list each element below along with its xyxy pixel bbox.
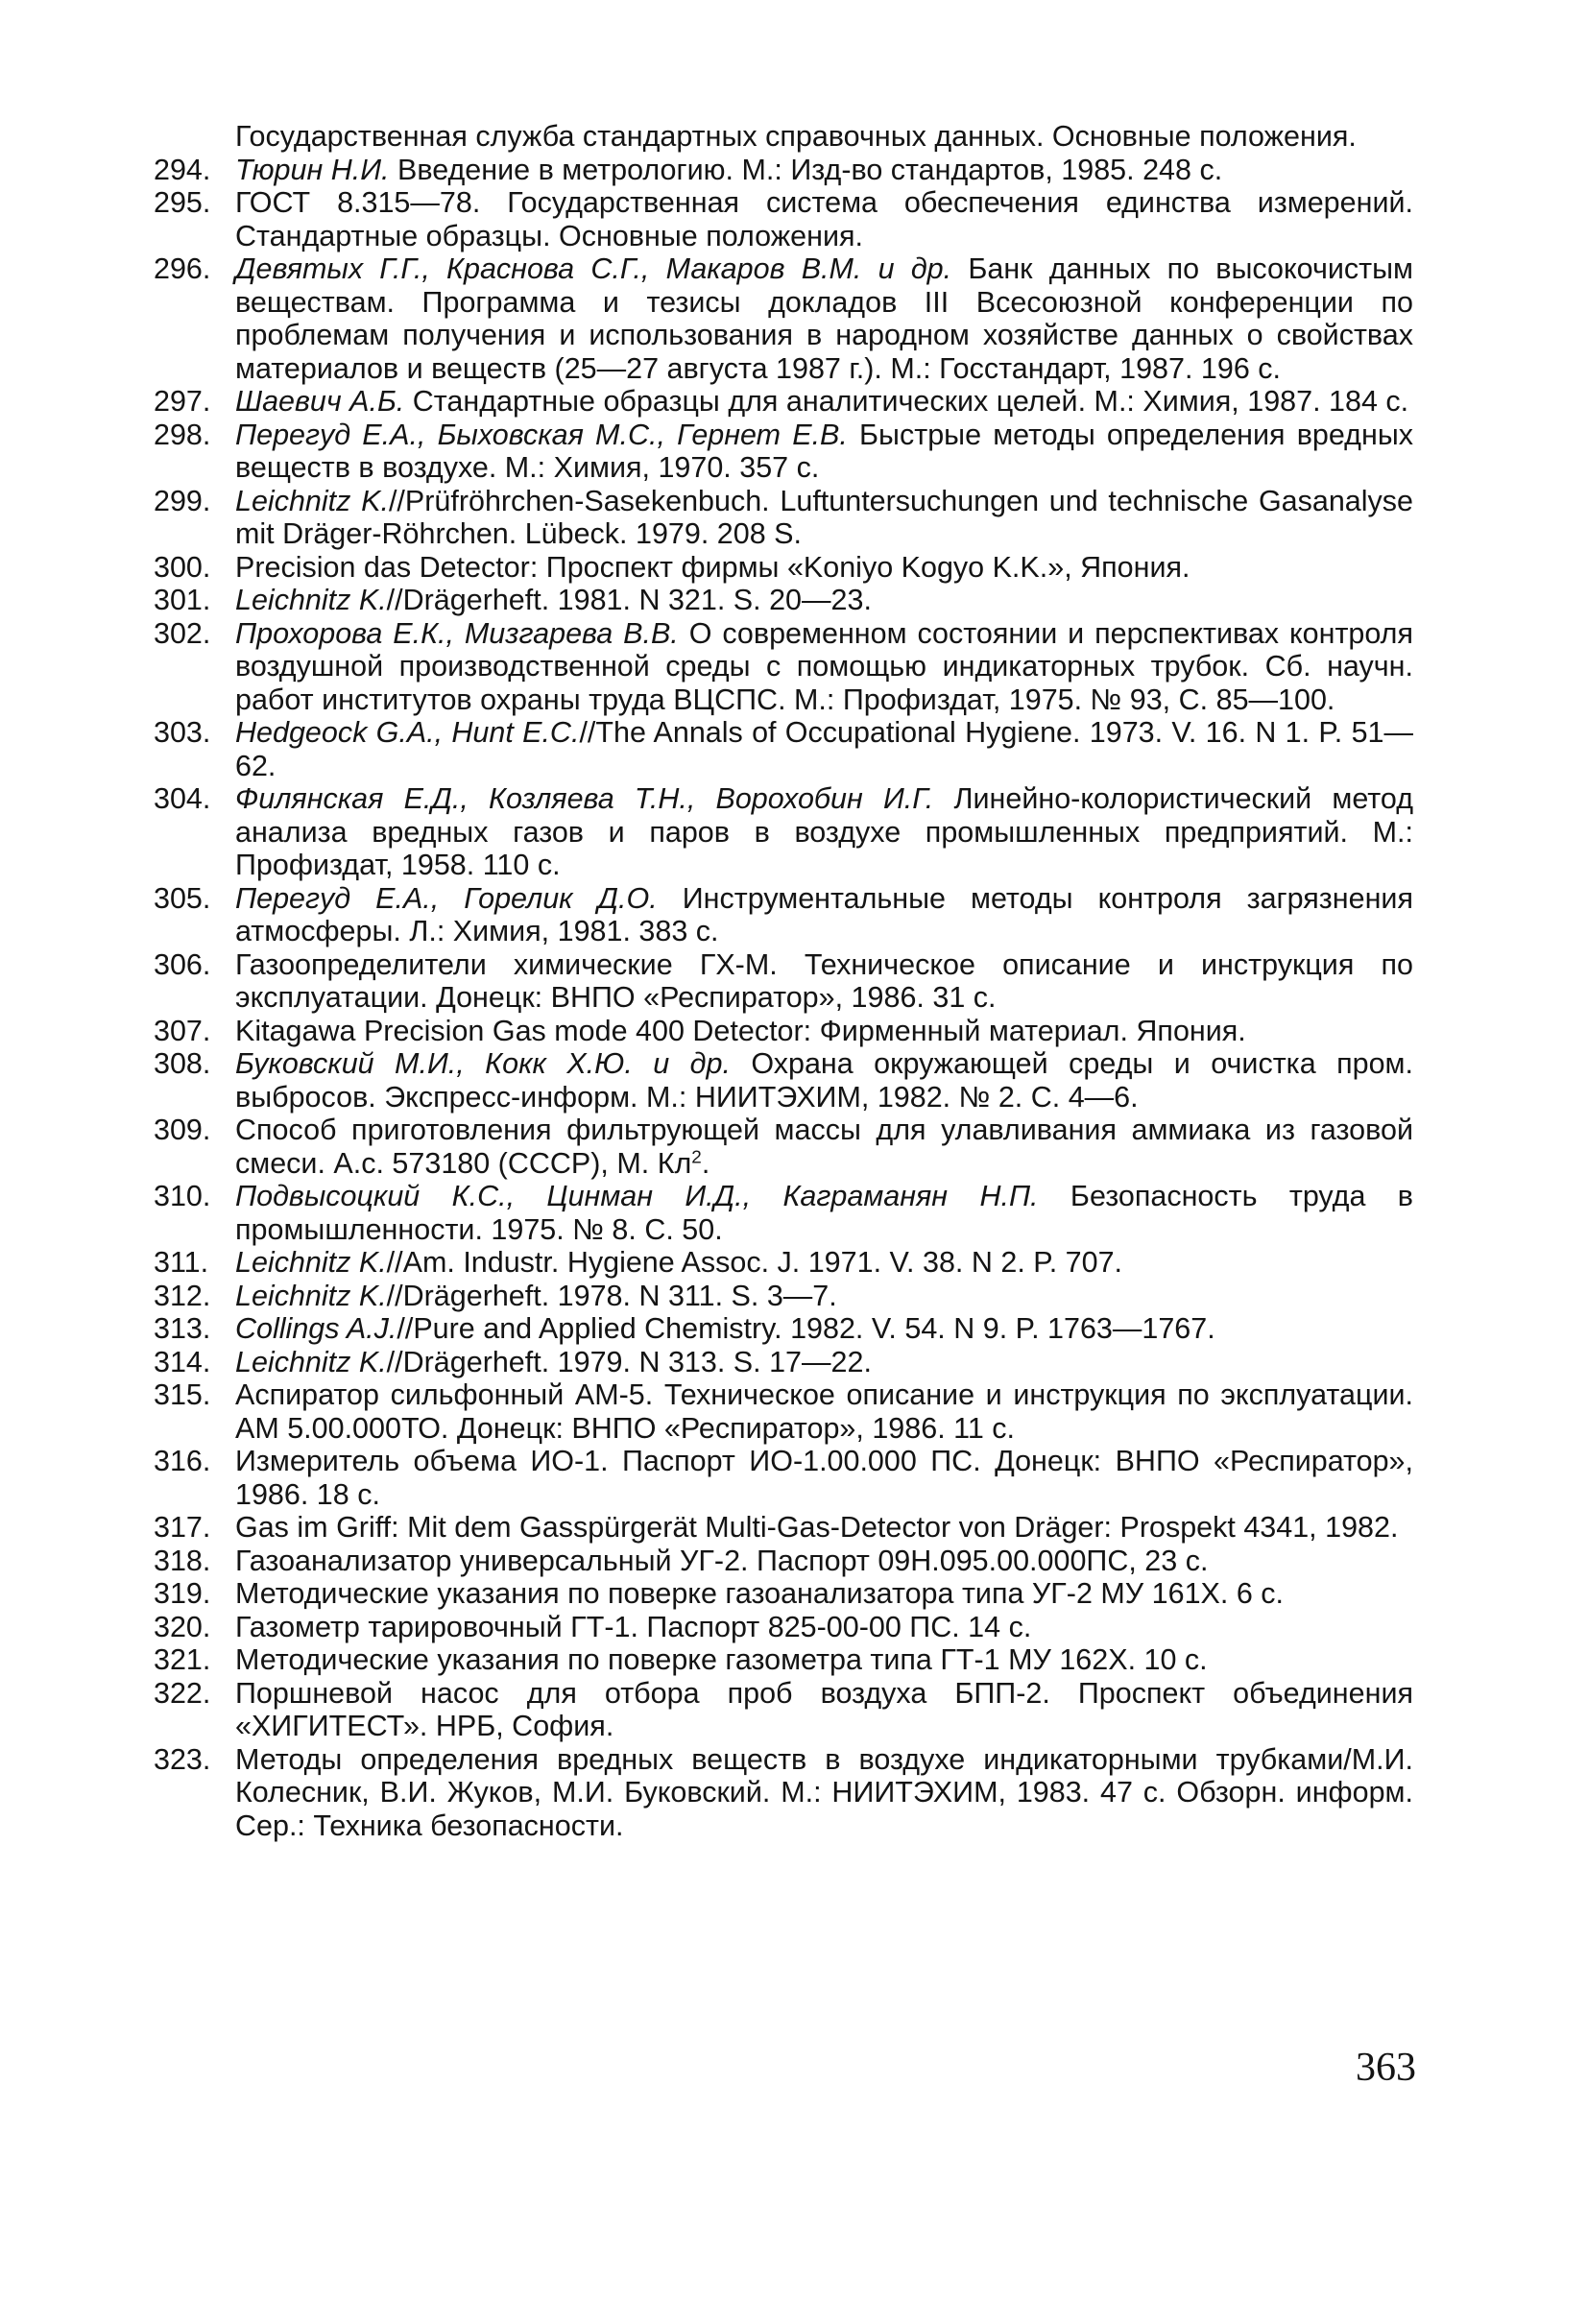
- reference-text: Стандартные образцы для аналитических целей. М.: Химия, 1987. 184 с.: [412, 385, 1409, 418]
- reference-text: Методические указания по поверке газоанализатора типа УГ-2 МУ 161Х. 6 с.: [235, 1577, 1284, 1610]
- reference-number: 316.: [154, 1445, 211, 1477]
- reference-authors: Филянская Е.Д., Козляева Т.Н., Ворохобин И.Г.: [235, 782, 934, 815]
- reference-text: Инструментальные методы контроля загрязнения атмосферы. Л.: Химия, 1981. 383 с.: [235, 881, 1413, 947]
- reference-text: Быстрые методы определения вредных веществ в воздухе. М.: Химия, 1970. 357 с.: [235, 418, 1413, 484]
- reference-entry: [154, 551, 1413, 585]
- reference-number: 318.: [154, 1544, 211, 1577]
- reference-entry: [154, 1280, 1413, 1313]
- reference-text: Газометр тарировочный ГТ-1. Паспорт 825-00-00 ПС. 14 с.: [235, 1610, 1032, 1643]
- page-number: 363: [1356, 2046, 1416, 2090]
- reference-entry: [154, 617, 1413, 717]
- reference-text: Способ приготовления фильтрующей массы для улавливания аммиака из газовой смеси. А.с. 573180 (СССР), М. Кл: [235, 1114, 1413, 1180]
- reference-entry: [154, 1445, 1413, 1511]
- reference-entry: [154, 1378, 1413, 1445]
- reference-entry: [154, 385, 1413, 419]
- reference-entry: [154, 154, 1413, 187]
- reference-text: //Prüfröhrchen-Sasekenbuch. Luftuntersuchungen und technische Gasanalyse mit Dräger-Röhrchen. Lübeck. 1979. 208 S.: [235, 484, 1414, 550]
- reference-text: //Am. Industr. Hygiene Assoc. J. 1971. V. 38. N 2. P. 707.: [386, 1246, 1123, 1279]
- reference-entry: [154, 1577, 1413, 1611]
- reference-number: 305.: [154, 881, 211, 915]
- reference-text: Линейно-колористический метод анализа вредных газов и паров в воздухе промышленных предприятий. М.: Профиздат, 1958. 110 с.: [235, 782, 1414, 881]
- reference-number: 294.: [154, 153, 211, 186]
- reference-text: //Pure and Applied Chemistry. 1982. V. 54. N 9. P. 1763—1767.: [397, 1312, 1215, 1345]
- reference-entry: [154, 1511, 1413, 1545]
- reference-text: О современном состоянии и перспективах контроля воздушной производственной среды с помощью индикаторных трубок. Сб. научн. работ институтов охраны труда ВЦСПС. М.: Профиздат, 1975. № 93, С. 85—100.: [235, 616, 1413, 716]
- reference-number: 312.: [154, 1279, 211, 1312]
- reference-number: 301.: [154, 584, 211, 616]
- reference-entries: [154, 154, 1413, 1843]
- reference-entry: [154, 1545, 1413, 1578]
- reference-number: 314.: [154, 1345, 211, 1378]
- reference-number: 315.: [154, 1378, 211, 1411]
- reference-text: Gas im Griff: Mit dem Gasspürgerät Multi-Gas-Detector von Dräger: Prospekt 4341, 1982.: [235, 1511, 1399, 1544]
- reference-text: Банк данных по высокочистым веществам. Программа и тезисы докладов III Всесоюзной конференции по проблемам получения и использования в народном хозяйстве данных о свойствах материалов и веществ (25—27 августа 1987 г.). М.: Госстандарт, 1987. 196 с.: [235, 252, 1413, 385]
- reference-entry: [154, 948, 1413, 1015]
- continued-reference-text: Государственная служба стандартных справочных данных. Основные положения.: [235, 120, 1357, 153]
- reference-number: 303.: [154, 716, 211, 749]
- reference-number: 317.: [154, 1511, 211, 1544]
- reference-text: Аспиратор сильфонный АМ-5. Техническое описание и инструкция по эксплуатации. АМ 5.00.000ТО. Донецк: ВНПО «Респиратор», 1986. 11 с.: [235, 1378, 1413, 1445]
- reference-text: Kitagawa Precision Gas mode 400 Detector: Фирменный материал. Япония.: [235, 1014, 1246, 1047]
- reference-number: 323.: [154, 1742, 211, 1776]
- reference-number: 313.: [154, 1312, 211, 1345]
- reference-authors: Leichnitz K.: [235, 1345, 387, 1378]
- reference-text: Введение в метрологию. М.: Изд-во стандартов, 1985. 248 с.: [397, 153, 1223, 186]
- reference-number: 302.: [154, 616, 211, 650]
- reference-authors: Перегуд Е.А., Быховская М.С., Гернет Е.В.: [235, 418, 848, 451]
- reference-authors: Тюрин Н.И.: [235, 153, 390, 186]
- reference-text: Методические указания по поверке газометра типа ГТ-1 МУ 162Х. 10 с.: [235, 1643, 1208, 1676]
- reference-entry: [154, 882, 1413, 948]
- reference-entry: [154, 716, 1413, 782]
- reference-authors: Hedgeock G.A., Hunt E.C.: [235, 716, 580, 749]
- reference-number: 295.: [154, 186, 211, 219]
- reference-number: 306.: [154, 947, 211, 981]
- reference-authors: Девятых Г.Г., Краснова С.Г., Макаров В.М. и др.: [235, 252, 952, 285]
- reference-number: 307.: [154, 1014, 211, 1047]
- reference-entry: [154, 186, 1413, 252]
- reference-number: 319.: [154, 1577, 211, 1610]
- superscript: 2: [691, 1147, 702, 1168]
- reference-entry: [154, 584, 1413, 617]
- reference-text: Безопасность труда в промышленности. 1975. № 8. С. 50.: [235, 1180, 1414, 1246]
- reference-number: 322.: [154, 1676, 211, 1710]
- reference-number: 304.: [154, 782, 211, 815]
- reference-text: //Drägerheft. 1978. N 311. S. 3—7.: [386, 1279, 837, 1312]
- reference-authors: Collings A.J.: [235, 1312, 397, 1345]
- reference-authors: Leichnitz K.: [235, 1246, 387, 1279]
- reference-entry: [154, 419, 1413, 485]
- reference-authors: Подвысоцкий К.С., Цинман И.Д., Каграманян Н.П.: [235, 1180, 1039, 1212]
- reference-entry: [154, 1047, 1413, 1114]
- reference-entry: [154, 1180, 1413, 1246]
- reference-entry: [154, 1114, 1413, 1180]
- reference-number: 296.: [154, 252, 211, 285]
- reference-number: 309.: [154, 1114, 211, 1146]
- reference-authors: Перегуд Е.А., Горелик Д.О.: [235, 881, 658, 915]
- reference-entry: [154, 1611, 1413, 1644]
- reference-number: 300.: [154, 550, 211, 584]
- reference-authors: Прохорова Е.К., Мизгарева В.В.: [235, 616, 679, 650]
- reference-entry: [154, 485, 1413, 551]
- reference-number: 321.: [154, 1643, 211, 1676]
- reference-text: //Drägerheft. 1981. N 321. S. 20—23.: [386, 584, 872, 616]
- reference-text: Газоопределители химические ГХ-М. Техническое описание и инструкция по эксплуатации. Донецк: ВНПО «Респиратор», 1986. 31 с.: [235, 947, 1413, 1014]
- reference-authors: Leichnitz K.: [235, 584, 387, 616]
- reference-tail: .: [701, 1146, 710, 1180]
- reference-number: 320.: [154, 1610, 211, 1643]
- reference-entry: [154, 782, 1413, 882]
- reference-text: //The Annals of Occupational Hygiene. 1973. V. 16. N 1. P. 51—62.: [235, 716, 1413, 782]
- reference-text: Измеритель объема ИО-1. Паспорт ИО-1.00.000 ПС. Донецк: ВНПО «Респиратор», 1986. 18 с.: [235, 1445, 1413, 1511]
- reference-text: Газоанализатор универсальный УГ-2. Паспорт 09Н.095.00.000ПС, 23 с.: [235, 1544, 1209, 1577]
- reference-entry: [154, 1677, 1413, 1743]
- reference-entry: [154, 1346, 1413, 1379]
- reference-number: 311.: [154, 1246, 209, 1279]
- reference-number: 308.: [154, 1047, 211, 1080]
- reference-text: ГОСТ 8.315—78. Государственная система обеспечения единства измерений. Стандартные образцы. Основные положения.: [235, 186, 1413, 252]
- reference-entry: [154, 1312, 1413, 1346]
- reference-number: 297.: [154, 385, 211, 418]
- reference-number: 310.: [154, 1180, 211, 1212]
- reference-text: Методы определения вредных веществ в воздухе индикаторными трубками/М.И. Колесник, В.И. Жуков, М.И. Буковский. М.: НИИТЭХИМ, 1983. 47 с. Обзорн. информ. Сер.: Техника безопасности.: [235, 1742, 1413, 1842]
- reference-text: Precision das Detector: Проспект фирмы «Koniyo Kogyo K.K.», Япония.: [235, 550, 1190, 584]
- reference-authors: Шаевич А.Б.: [235, 385, 405, 418]
- reference-authors: Буковский М.И., Кокк Х.Ю. и др.: [235, 1047, 731, 1080]
- reference-entry: [154, 1015, 1413, 1048]
- reference-list: [154, 120, 1413, 1842]
- reference-number: 299.: [154, 484, 211, 517]
- reference-entry: [154, 1246, 1413, 1280]
- reference-text: Охрана окружающей среды и очистка пром. выбросов. Экспресс-информ. М.: НИИТЭХИМ, 1982. № 2. С. 4—6.: [235, 1047, 1413, 1114]
- reference-entry: [154, 1743, 1413, 1843]
- reference-authors: Leichnitz K.: [235, 1279, 387, 1312]
- reference-entry: [154, 252, 1413, 385]
- reference-text: Поршневой насос для отбора проб воздуха БПП-2. Проспект объединения «ХИГИТЕСТ». НРБ, София.: [235, 1676, 1413, 1742]
- reference-authors: Leichnitz K.: [235, 484, 389, 517]
- reference-entry: [154, 1643, 1413, 1677]
- reference-text: //Drägerheft. 1979. N 313. S. 17—22.: [386, 1345, 872, 1378]
- reference-number: 298.: [154, 418, 211, 451]
